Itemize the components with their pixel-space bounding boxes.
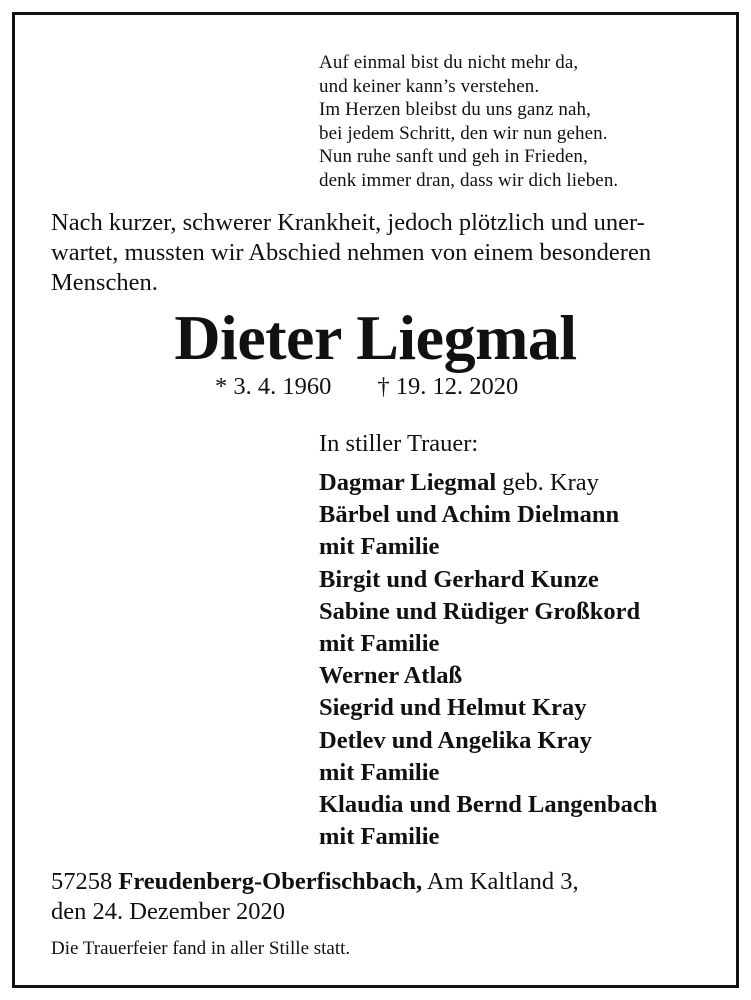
poem-line: Nun ruhe sanft und geh in Frieden, <box>319 146 588 167</box>
mourner-family-text: mit Familie <box>319 533 440 561</box>
mourner <box>319 499 657 531</box>
mourner <box>319 660 657 692</box>
street: Am Kaltland 3, <box>422 868 579 895</box>
mourner <box>319 725 657 757</box>
mourner-family-text: mit Familie <box>319 758 440 786</box>
town: Freudenberg-Oberfischbach, <box>118 868 423 895</box>
mourner-family <box>319 531 657 563</box>
mourner-name: Bärbel und Achim Dielmann <box>319 501 620 529</box>
mourner-suffix: geb. Kray <box>496 469 599 496</box>
intro-line: Nach kurzer, schwerer Krankheit, jedoch plötzlich und uner- <box>51 209 645 236</box>
mourner-name: Birgit und Gerhard Kunze <box>319 565 599 593</box>
address-line <box>51 867 579 897</box>
poem-line: Auf einmal bist du nicht mehr da, <box>319 52 579 73</box>
mourner-name: Siegrid und Helmut Kray <box>319 694 587 722</box>
zip-code: 57258 <box>51 868 119 895</box>
mourner <box>319 564 657 596</box>
address-date: den 24. Dezember 2020 <box>51 898 286 925</box>
mourners-label: In stiller Trauer: <box>319 430 479 457</box>
mourner-name: Detlev und Angelika Kray <box>319 726 592 754</box>
intro-text <box>51 208 731 298</box>
address-block <box>51 867 579 927</box>
mourner-family <box>319 757 657 789</box>
death-date: † 19. 12. 2020 <box>377 373 519 400</box>
poem-line: und keiner kann’s verstehen. <box>319 75 540 97</box>
mourner-name: Dagmar Liegmal <box>319 469 497 496</box>
birth-date: * 3. 4. 1960 <box>215 373 332 400</box>
mourner <box>319 692 657 724</box>
intro-line: wartet, mussten wir Abschied nehmen von einem besonderen <box>51 239 652 266</box>
mourner-family <box>319 628 657 660</box>
funeral-note: Die Trauerfeier fand in aller Stille statt. <box>51 938 351 959</box>
mourner-family <box>319 821 657 853</box>
poem <box>319 51 618 192</box>
mourner-family-text: mit Familie <box>319 630 440 658</box>
mourner-name: Sabine und Rüdiger Großkord <box>319 597 641 625</box>
mourner <box>319 789 657 821</box>
obituary-frame <box>12 12 739 988</box>
mourner <box>319 596 657 628</box>
poem-line: denk immer dran, dass wir dich lieben. <box>319 169 619 191</box>
poem-line: Im Herzen bleibst du uns ganz nah, <box>319 99 591 120</box>
mourner-name: Klaudia und Bernd Langenbach <box>319 791 658 819</box>
mourner-name: Werner Atlaß <box>319 662 463 690</box>
mourner <box>319 467 657 499</box>
mourner-family-text: mit Familie <box>319 823 440 851</box>
life-dates <box>215 372 518 402</box>
intro-line: Menschen. <box>51 269 158 296</box>
poem-line: bei jedem Schritt, den wir nun gehen. <box>319 122 608 144</box>
mourners-list <box>319 467 657 853</box>
deceased-name: Dieter Liegmal <box>174 302 577 373</box>
